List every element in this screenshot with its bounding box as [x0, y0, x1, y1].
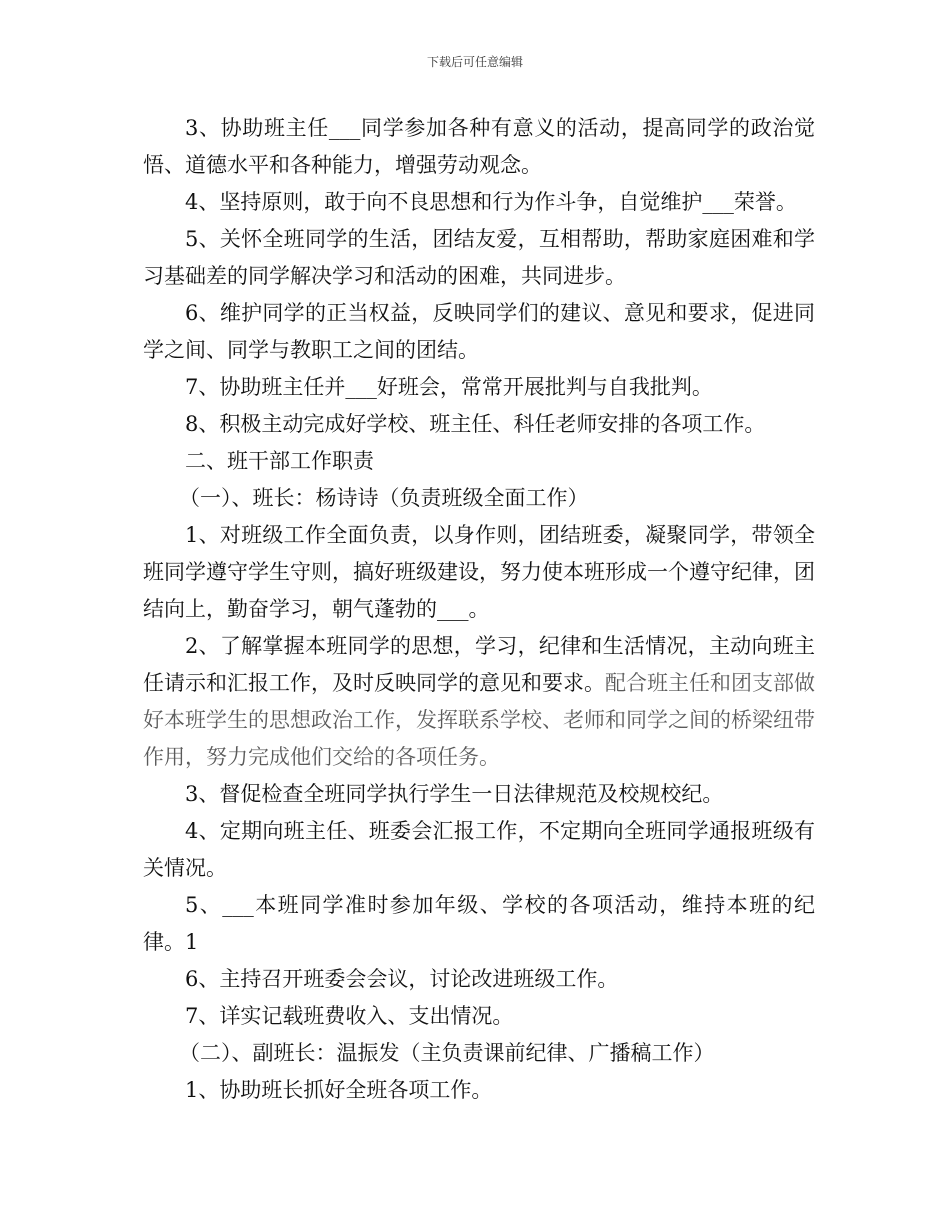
paragraph: 3、督促检查全班同学执行学生一日法律规范及校规校纪。 — [185, 782, 724, 806]
paragraph: 1、对班级工作全面负责，以身作则，团结班委，凝聚同学，带领全班同学遵守学生守则，搞好班级建设，努力使本班形成一个遵守纪律，团结向上，勤奋学习，朝气蓬勃的___。 — [143, 523, 815, 621]
paragraph: 6、维护同学的正当权益，反映同学们的建议、意见和要求，促进同学之间、同学与教职工之间的团结。 — [143, 301, 815, 362]
paragraph-main-text: 2、了解掌握本班同学的思想，学习，纪律和生活情况，主动向班主任请示和汇报工作，及时反映同学的意见和要求。 — [143, 634, 815, 695]
paragraph: 6、主持召开班委会会议，讨论改进班级工作。 — [185, 967, 619, 991]
paragraph: 3、协助班主任___同学参加各种有意义的活动，提高同学的政治觉悟、道德水平和各种能力，增强劳动观念。 — [143, 116, 815, 177]
paragraph: 1、协助班长抓好全班各项工作。 — [185, 1078, 493, 1102]
paragraph: 8、积极主动完成好学校、班主任、科任老师安排的各项工作。 — [185, 412, 766, 436]
paragraph: 4、坚持原则，敢于向不良思想和行为作斗争，自觉维护___荣誉。 — [185, 190, 797, 214]
paragraph — [143, 628, 815, 776]
section-heading: 二、班干部工作职责 — [185, 449, 374, 473]
paragraph: 5、关怀全班同学的生活，团结友爱，互相帮助，帮助家庭困难和学习基础差的同学解决学习和活动的困难，共同进步。 — [143, 227, 815, 288]
page-header: 下载后可任意编辑 — [426, 55, 523, 69]
paragraph-gray-text: 配合班主任和团支部做好本班学生的思想政治工作，发挥联系学校、老师和同学之间的桥梁纽带作用，努力完成他们交给的各项任务。 — [143, 671, 815, 769]
paragraph: 4、定期向班主任、班委会汇报工作，不定期向全班同学通报班级有关情况。 — [143, 819, 815, 880]
document-body — [143, 110, 815, 1109]
paragraph: 7、协助班主任并___好班会，常常开展批判与自我批判。 — [185, 375, 713, 399]
subsection-heading: （二）、副班长：温振发（主负责课前纪律、广播稿工作） — [179, 1041, 715, 1065]
paragraph: 5、___本班同学准时参加年级、学校的各项活动，维持本班的纪律。1 — [143, 893, 815, 954]
paragraph: 7、详实记载班费收入、支出情况。 — [185, 1004, 514, 1028]
subsection-heading: （一）、班长：杨诗诗（负责班级全面工作） — [179, 486, 589, 510]
